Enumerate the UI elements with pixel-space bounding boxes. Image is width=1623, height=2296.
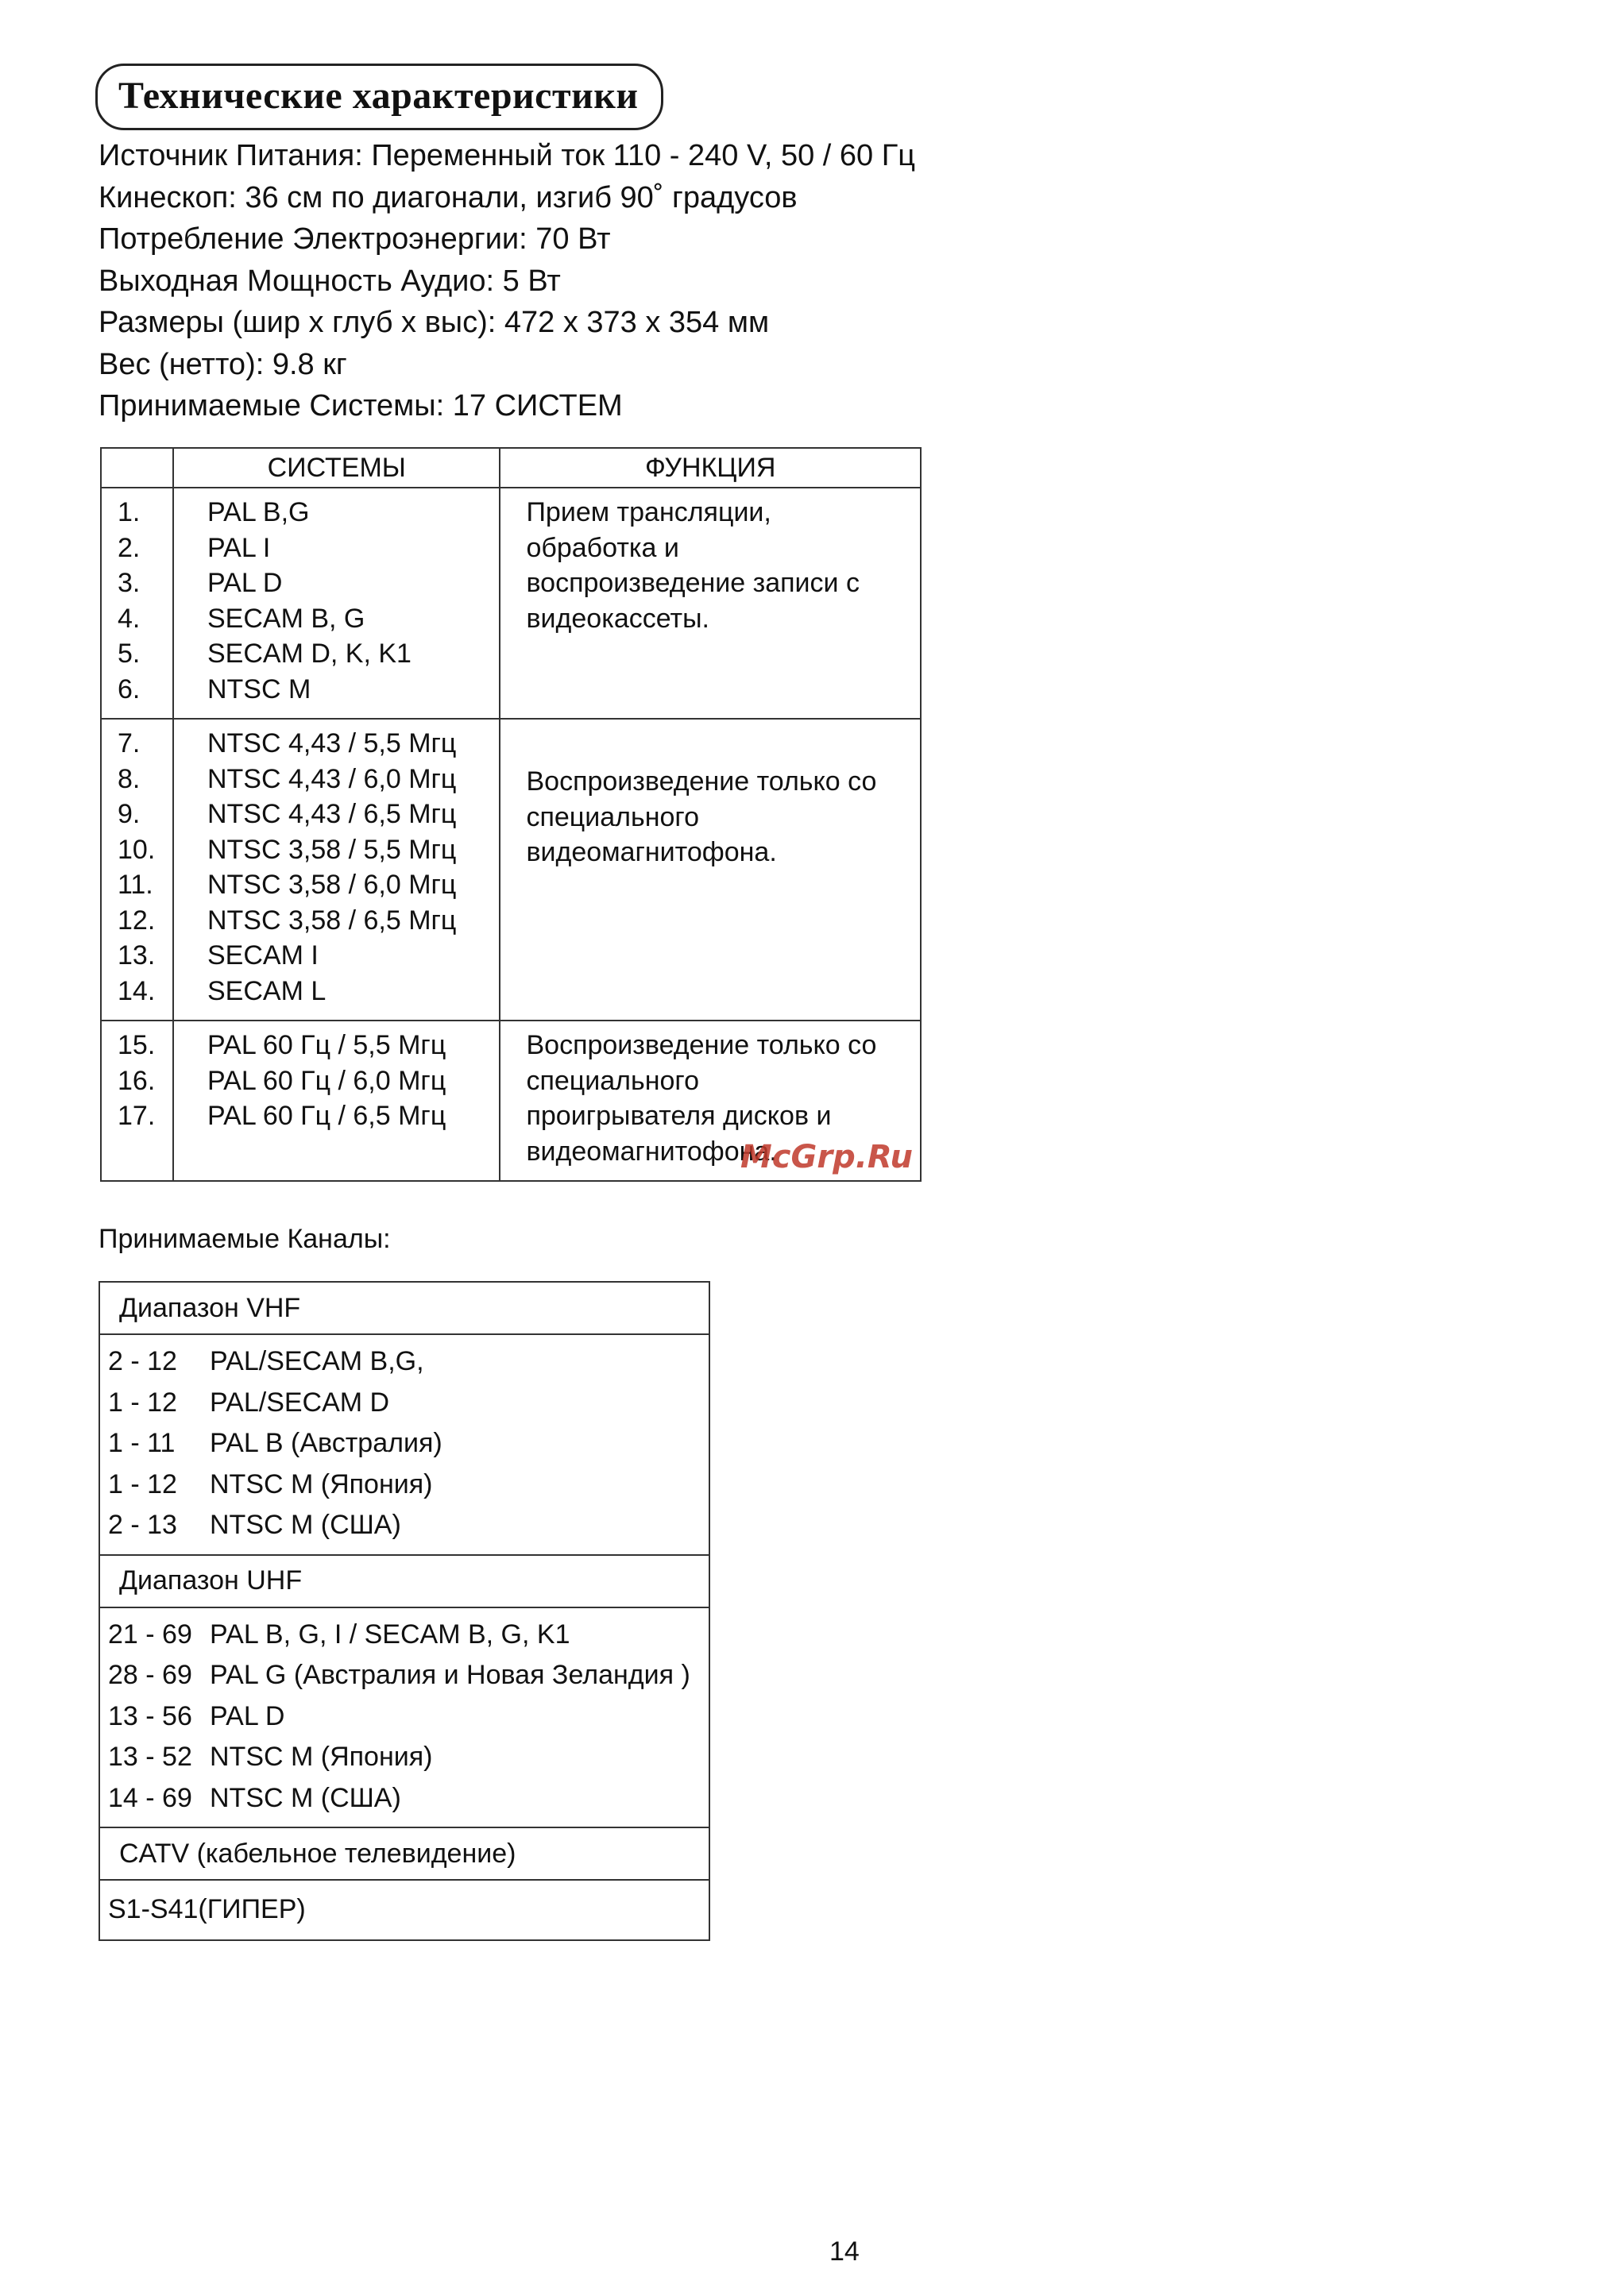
system-name-line: SECAM D, K, K1 — [207, 639, 412, 669]
watermark: McGrp.Ru — [740, 1139, 913, 1175]
vhf-channel-row — [108, 1341, 709, 1383]
uhf-channel-row — [108, 1696, 709, 1738]
systems-group-row — [101, 488, 921, 719]
page-number: 14 — [829, 2236, 860, 2267]
system-name-line: NTSC M — [207, 673, 311, 704]
system-function-line: видеокассеты. — [526, 603, 709, 634]
channel-standard: PAL D — [210, 1700, 285, 1731]
spec-dimensions: Размеры (шир х глуб х выс): 472 х 373 х 354 мм — [99, 306, 770, 339]
system-name-line: SECAM B, G — [207, 603, 365, 634]
channel-range: 1 - 12 — [108, 1387, 177, 1418]
channels-label: Принимаемые Каналы: — [99, 1224, 391, 1254]
channel-range: 1 - 12 — [108, 1468, 177, 1499]
channel-standard: PAL G (Австралия и Новая Зеландия ) — [210, 1660, 690, 1690]
system-name-line: NTSC 4,43 / 6,5 Мгц — [207, 799, 457, 829]
system-name-line: SECAM L — [207, 975, 327, 1006]
system-function — [500, 719, 921, 1021]
system-number-line: 12. — [118, 905, 156, 936]
system-number — [101, 488, 173, 719]
system-number-line: 6. — [118, 673, 141, 704]
channel-range: 2 - 13 — [108, 1510, 177, 1540]
channel-standard: PAL B, G, I / SECAM B, G, K1 — [210, 1619, 570, 1650]
header-systems: СИСТЕМЫ — [173, 448, 500, 488]
systems-table — [100, 447, 922, 1182]
system-number-line: 15. — [118, 1030, 156, 1060]
system-name-line: NTSC 3,58 / 6,5 Мгц — [207, 905, 457, 936]
vhf-channel-row — [108, 1505, 709, 1546]
system-number-line: 3. — [118, 568, 141, 598]
system-number-line: 7. — [118, 728, 141, 758]
channel-range: 28 - 69 — [108, 1660, 192, 1690]
system-number-line: 10. — [118, 834, 156, 865]
channel-standard: NTSC M (США) — [210, 1782, 401, 1813]
system-name-line: NTSC 4,43 / 6,0 Мгц — [207, 763, 457, 794]
catv-heading-row — [99, 1827, 709, 1880]
system-number-line: 11. — [118, 870, 153, 900]
system-function-line: проигрывателя дисков и — [526, 1101, 832, 1131]
system-number-line: 17. — [118, 1101, 156, 1131]
system-function-line: Прием трансляции, — [526, 497, 771, 527]
spec-power-consumption: Потребление Электроэнергии: 70 Вт — [99, 222, 611, 256]
system-function-line: специального — [526, 1065, 699, 1096]
system-name-line: PAL 60 Гц / 5,5 Мгц — [207, 1030, 446, 1060]
header-num — [101, 448, 173, 488]
catv-body-row — [99, 1880, 709, 1940]
system-name — [173, 1021, 500, 1181]
system-number-line: 4. — [118, 603, 141, 634]
channel-standard: PAL/SECAM D — [210, 1387, 390, 1418]
vhf-body-row — [99, 1334, 709, 1555]
system-function-line: воспроизведение записи с — [526, 568, 860, 598]
channel-standard: PAL B (Австралия) — [210, 1428, 442, 1458]
system-function-line: видеомагнитофона. — [526, 837, 777, 867]
spec-power-source: Источник Питания: Переменный ток 110 - 240 V, 50 / 60 Гц — [99, 139, 916, 172]
spec-audio-output: Выходная Мощность Аудио: 5 Вт — [99, 264, 561, 298]
system-function-line: специального — [526, 801, 699, 832]
system-number-line: 16. — [118, 1065, 156, 1096]
uhf-channel-row — [108, 1615, 709, 1656]
system-number-line: 1. — [118, 497, 141, 527]
uhf-channel-row — [108, 1655, 709, 1696]
system-number — [101, 719, 173, 1021]
channel-range: 13 - 52 — [108, 1742, 192, 1772]
uhf-channel-list — [99, 1607, 709, 1828]
system-name — [173, 719, 500, 1021]
channel-standard: NTSC M (США) — [210, 1510, 401, 1540]
spec-systems: Принимаемые Системы: 17 СИСТЕМ — [99, 389, 623, 423]
system-name-line: PAL I — [207, 532, 271, 563]
system-function-line: обработка и — [526, 532, 679, 563]
header-function: ФУНКЦИЯ — [500, 448, 921, 488]
system-name-line: NTSC 4,43 / 5,5 Мгц — [207, 728, 457, 758]
system-name-line: NTSC 3,58 / 5,5 Мгц — [207, 834, 457, 865]
vhf-channel-list — [99, 1334, 709, 1555]
uhf-heading: Диапазон UHF — [99, 1555, 709, 1607]
vhf-channel-row — [108, 1423, 709, 1464]
specs-list — [99, 135, 915, 427]
vhf-heading: Диапазон VHF — [99, 1282, 709, 1334]
system-number-line: 13. — [118, 940, 156, 970]
channel-range: 13 - 56 — [108, 1700, 192, 1731]
spec-picture-tube: Кинескоп: 36 см по диагонали, изгиб 90˚ градусов — [99, 180, 798, 214]
system-function-line: видеомагнитофона. — [526, 1136, 777, 1167]
system-name-line: PAL D — [207, 568, 283, 598]
system-name-line: PAL 60 Гц / 6,5 Мгц — [207, 1101, 446, 1131]
channels-table — [99, 1281, 710, 1941]
channel-range: 2 - 12 — [108, 1346, 177, 1376]
system-number-line: 2. — [118, 532, 141, 563]
channel-standard: NTSC M (Япония) — [210, 1468, 433, 1499]
vhf-heading-row — [99, 1282, 709, 1334]
system-function — [500, 488, 921, 719]
uhf-channel-row — [108, 1737, 709, 1778]
system-number-line: 14. — [118, 975, 156, 1006]
channel-range: 14 - 69 — [108, 1782, 192, 1813]
system-function-line: Воспроизведение только со — [526, 1030, 877, 1060]
systems-table-header — [101, 448, 921, 488]
uhf-body-row — [99, 1607, 709, 1828]
system-name-line: NTSC 3,58 / 6,0 Мгц — [207, 870, 457, 900]
uhf-channel-row — [108, 1778, 709, 1819]
systems-group-row — [101, 719, 921, 1021]
channel-range: 1 - 11 — [108, 1428, 176, 1458]
system-name — [173, 488, 500, 719]
channel-standard: NTSC M (Япония) — [210, 1742, 433, 1772]
system-name-line: SECAM I — [207, 940, 319, 970]
page-title: Технические характеристики — [95, 64, 663, 130]
system-number — [101, 1021, 173, 1181]
system-number-line: 9. — [118, 799, 141, 829]
vhf-channel-row — [108, 1383, 709, 1424]
system-function-line: Воспроизведение только со — [526, 766, 877, 797]
system-name-line: PAL B,G — [207, 497, 310, 527]
system-number-line: 5. — [118, 639, 141, 669]
system-name-line: PAL 60 Гц / 6,0 Мгц — [207, 1065, 446, 1096]
spec-weight: Вес (нетто): 9.8 кг — [99, 347, 347, 381]
catv-value: S1-S41(ГИПЕР) — [99, 1880, 709, 1940]
channel-standard: PAL/SECAM B,G, — [210, 1346, 424, 1376]
system-number-line: 8. — [118, 763, 141, 794]
vhf-channel-row — [108, 1464, 709, 1506]
catv-heading: CATV (кабельное телевидение) — [99, 1827, 709, 1880]
channel-range: 21 - 69 — [108, 1619, 192, 1650]
uhf-heading-row — [99, 1555, 709, 1607]
